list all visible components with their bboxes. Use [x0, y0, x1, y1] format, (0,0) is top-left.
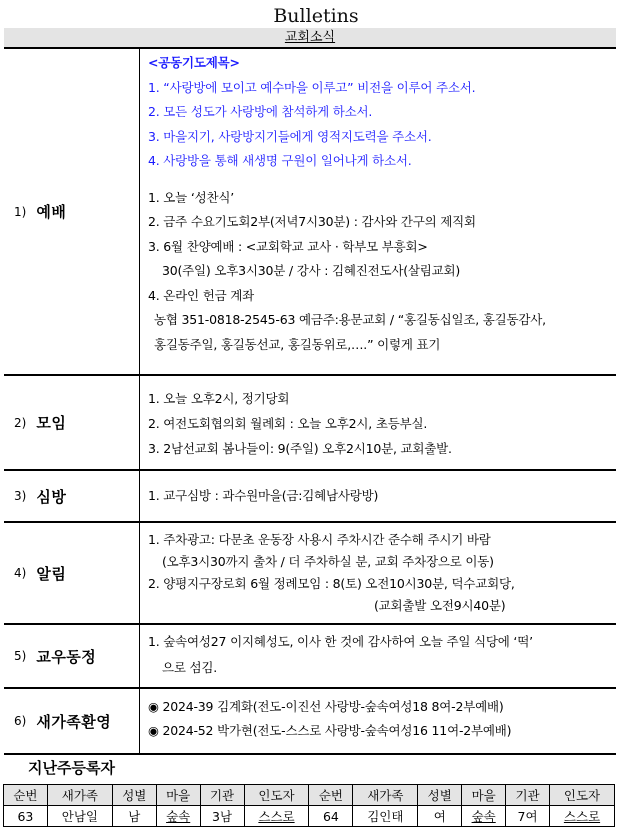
bulletin-sections [4, 47, 616, 755]
section-name: 심방 [36, 487, 67, 506]
table-cell: 여 [418, 806, 462, 827]
column-header: 새가족 [353, 785, 418, 806]
section-number: 2) [14, 415, 27, 430]
account-line: 홍길동주일, 홍길동선교, 홍길동위로,….” 이렇게 표기 [154, 336, 441, 352]
section-name: 모임 [36, 414, 67, 432]
column-header: 마을 [156, 785, 200, 806]
announcement-line: (교회출발 오전9시40분) [374, 598, 506, 613]
table-cell: 스스로 [549, 806, 614, 827]
section-worship [4, 47, 616, 374]
section-label [4, 376, 139, 469]
section-header-label: 교회소식 [284, 30, 336, 45]
announcement-line: (오후3시30까지 출차 / 더 주차하실 분, 교회 주차장으로 이동) [162, 554, 494, 569]
section-new-family [4, 687, 616, 753]
page-title: Bulletins [273, 5, 359, 27]
member-news-line: 1. 숲속여성27 이지혜성도, 이사 한 것에 감사하여 오늘 주일 식당에 ‘떡’ [148, 634, 533, 649]
section-name: 예배 [36, 203, 67, 221]
section-announcements [4, 521, 616, 623]
member-news-line: 으로 섬김. [162, 660, 218, 675]
prayer-title: <공동기도제목> [148, 55, 240, 70]
column-header: 기관 [200, 785, 244, 806]
meeting-line: 1. 오늘 오후2시, 정기당회 [148, 391, 290, 406]
section-content [139, 376, 616, 469]
divider [4, 753, 616, 755]
meeting-line: 3. 2남선교회 봄나들이: 9(주일) 오후2시10분, 교회출발. [148, 441, 452, 456]
section-label [4, 689, 139, 753]
prayer-item: 1. “사랑방에 모이고 예수마을 이루고” 비전을 이루어 주소서. [148, 79, 476, 95]
registrants-title: 지난주등록자 [28, 759, 115, 777]
section-label [4, 49, 139, 374]
section-content [139, 523, 616, 623]
table-cell: 64 [309, 806, 353, 827]
column-header: 인도자 [244, 785, 309, 806]
announcement-line: 1. 주차광고: 다문초 운동장 사용시 주차시간 준수해 주시기 바람 [148, 532, 491, 547]
column-header: 성별 [112, 785, 156, 806]
table-cell: 숲속 [462, 806, 506, 827]
worship-line: 4. 온라인 헌금 계좌 [148, 287, 254, 303]
section-number: 4) [14, 566, 27, 580]
table-cell: 3남 [200, 806, 244, 827]
prayer-item: 2. 모든 성도가 사랑방에 참석하게 하소서. [148, 104, 373, 119]
section-content [139, 49, 616, 374]
prayer-item: 3. 마을지기, 사랑방지기들에게 영적지도력을 주소서. [148, 128, 432, 144]
section-content [139, 471, 616, 521]
table-header-row [4, 785, 615, 806]
spacer [148, 174, 616, 186]
new-family-line: ◉ 2024-52 박가현(전도-스스로 사랑방-숲속여성16 11여-2부예배) [148, 723, 512, 738]
section-content [139, 689, 616, 753]
section-member-news [4, 623, 616, 687]
section-content [139, 625, 616, 687]
section-label [4, 471, 139, 521]
section-name: 알림 [36, 564, 67, 583]
account-line: 농협 351-0818-2545-63 예금주:용문교회 / “홍길동십일조, 홍길동감사, [154, 312, 546, 327]
column-header: 인도자 [549, 785, 614, 806]
table-row [4, 806, 615, 827]
section-number: 1) [14, 204, 27, 219]
column-header: 성별 [418, 785, 462, 806]
table-cell: 남 [112, 806, 156, 827]
prayer-item: 4. 사랑방을 통해 새생명 구원이 일어나게 하소서. [148, 153, 412, 168]
column-header: 새가족 [47, 785, 112, 806]
worship-line: 30(주일) 오후3시30분 / 강사 : 김혜진전도사(살림교회) [162, 263, 461, 278]
worship-line: 1. 오늘 ‘성찬식’ [148, 189, 234, 205]
section-label [4, 523, 139, 623]
registrants-table [3, 784, 615, 827]
table-cell: 안남일 [47, 806, 112, 827]
section-meetings [4, 374, 616, 469]
column-header: 순번 [309, 785, 353, 806]
worship-line: 2. 금주 수요기도회2부(저녁7시30분) : 감사와 간구의 제직회 [148, 214, 476, 229]
new-family-line: ◉ 2024-39 김계화(전도-이진선 사랑방-숲속여성18 8여-2부예배) [148, 699, 504, 714]
visitation-line: 1. 교구심방 : 과수원마을(금:김혜남사랑방) [148, 488, 379, 503]
column-header: 순번 [4, 785, 48, 806]
worship-line: 3. 6월 찬양예배 : <교회학교 교사 · 학부모 부흥회> [148, 238, 428, 254]
table-cell: 7여 [506, 806, 550, 827]
table-cell: 김인태 [353, 806, 418, 827]
section-number: 3) [14, 489, 27, 503]
section-name: 교우동정 [36, 647, 97, 666]
column-header: 마을 [462, 785, 506, 806]
section-visitation [4, 469, 616, 521]
section-label [4, 625, 139, 687]
column-header: 기관 [506, 785, 550, 806]
section-name: 새가족환영 [36, 712, 112, 731]
table-cell: 스스로 [244, 806, 309, 827]
section-number: 5) [14, 649, 27, 663]
section-header [4, 28, 616, 47]
announcement-line: 2. 양평지구장로회 6월 정례모임 : 8(토) 오전10시30분, 덕수교회당, [148, 576, 515, 591]
table-cell: 숲속 [156, 806, 200, 827]
meeting-line: 2. 여전도회협의회 월례회 : 오늘 오후2시, 초등부실. [148, 416, 428, 431]
table-cell: 63 [4, 806, 48, 827]
section-number: 6) [14, 714, 27, 728]
